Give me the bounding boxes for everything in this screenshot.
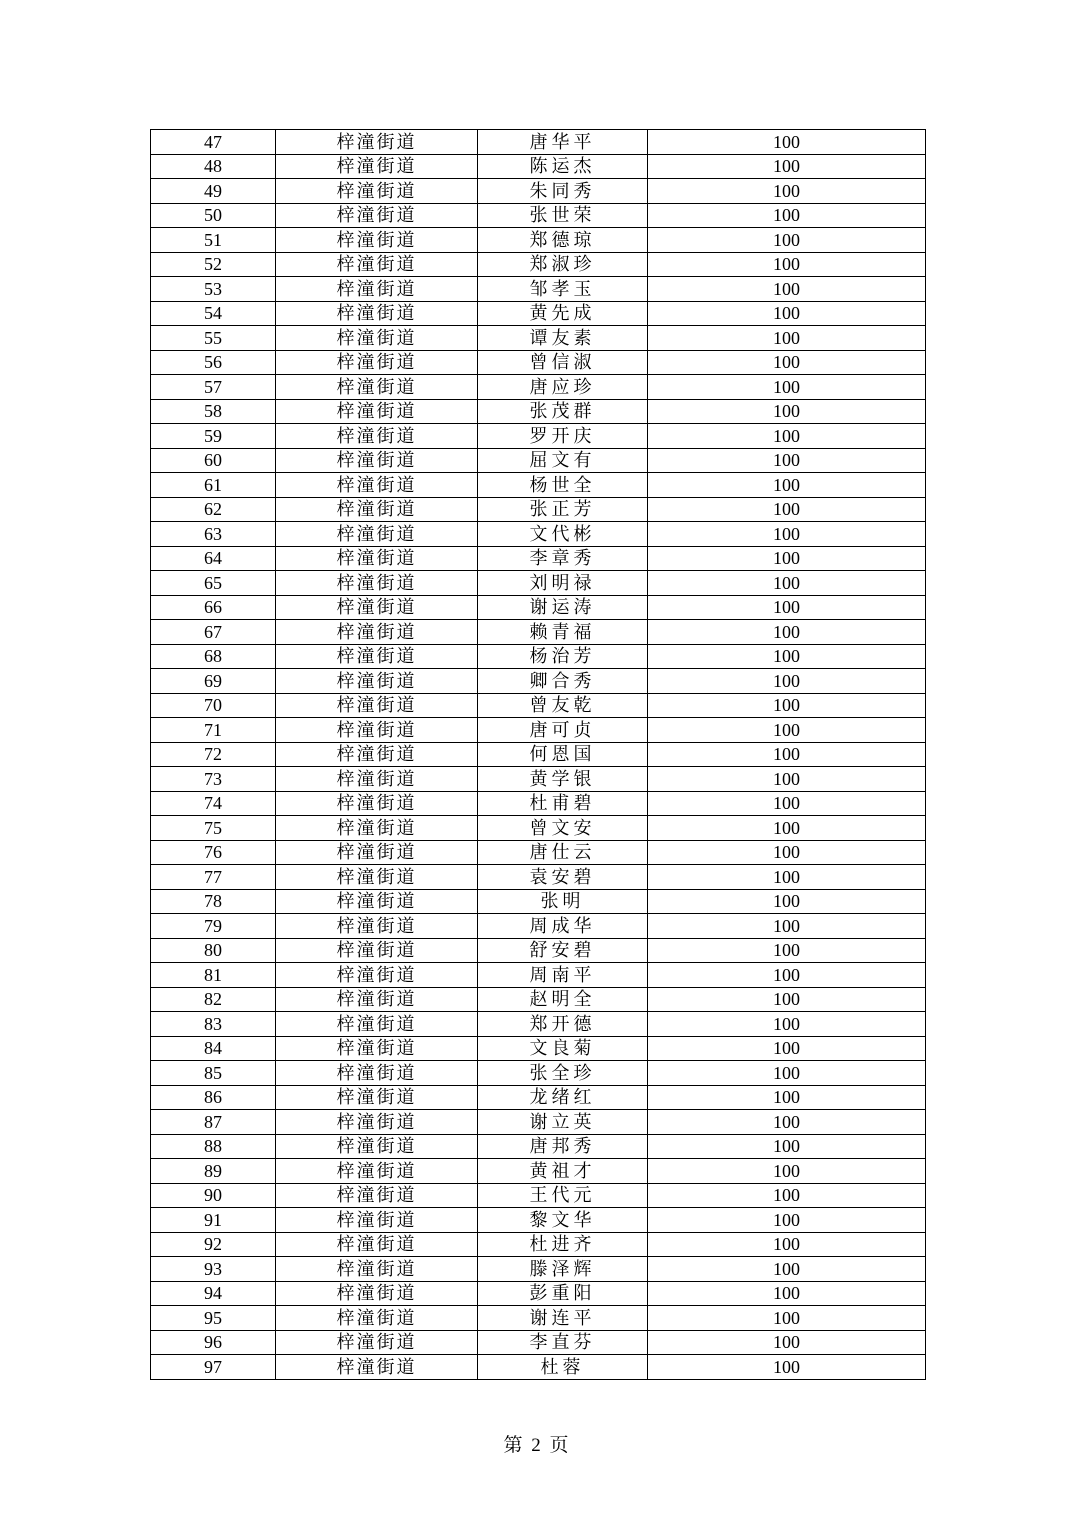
subdistrict-cell: 梓潼街道 — [276, 1012, 478, 1037]
subdistrict-cell: 梓潼街道 — [276, 987, 478, 1012]
subdistrict-cell: 梓潼街道 — [276, 595, 478, 620]
subdistrict-cell: 梓潼街道 — [276, 1036, 478, 1061]
subdistrict-cell: 梓潼街道 — [276, 424, 478, 449]
person-name-cell: 唐华平 — [478, 130, 648, 155]
amount-cell: 100 — [648, 669, 926, 694]
subdistrict-cell: 梓潼街道 — [276, 350, 478, 375]
subdistrict-cell: 梓潼街道 — [276, 1183, 478, 1208]
row-number-cell: 76 — [151, 840, 276, 865]
amount-cell: 100 — [648, 473, 926, 498]
row-number-cell: 63 — [151, 522, 276, 547]
row-number-cell: 69 — [151, 669, 276, 694]
amount-cell: 100 — [648, 546, 926, 571]
amount-cell: 100 — [648, 228, 926, 253]
subdistrict-cell: 梓潼街道 — [276, 865, 478, 890]
subdistrict-cell: 梓潼街道 — [276, 448, 478, 473]
row-number-cell: 49 — [151, 179, 276, 204]
subdistrict-cell: 梓潼街道 — [276, 203, 478, 228]
subdistrict-cell: 梓潼街道 — [276, 1134, 478, 1159]
subdistrict-cell: 梓潼街道 — [276, 938, 478, 963]
amount-cell: 100 — [648, 1208, 926, 1233]
amount-cell: 100 — [648, 987, 926, 1012]
table-row — [151, 1159, 926, 1184]
subdistrict-cell: 梓潼街道 — [276, 228, 478, 253]
row-number-cell: 50 — [151, 203, 276, 228]
table-row — [151, 546, 926, 571]
row-number-cell: 81 — [151, 963, 276, 988]
row-number-cell: 51 — [151, 228, 276, 253]
table-row — [151, 620, 926, 645]
person-name-cell: 罗开庆 — [478, 424, 648, 449]
table-row — [151, 595, 926, 620]
subdistrict-cell: 梓潼街道 — [276, 1085, 478, 1110]
table-row — [151, 1085, 926, 1110]
row-number-cell: 75 — [151, 816, 276, 841]
person-name-cell: 李直芬 — [478, 1330, 648, 1355]
row-number-cell: 71 — [151, 718, 276, 743]
person-name-cell: 谢立英 — [478, 1110, 648, 1135]
subdistrict-cell: 梓潼街道 — [276, 1232, 478, 1257]
table-row — [151, 448, 926, 473]
subdistrict-cell: 梓潼街道 — [276, 326, 478, 351]
amount-cell: 100 — [648, 497, 926, 522]
table-row — [151, 938, 926, 963]
person-name-cell: 杜蓉 — [478, 1355, 648, 1380]
table-row — [151, 399, 926, 424]
person-name-cell: 刘明禄 — [478, 571, 648, 596]
subdistrict-cell: 梓潼街道 — [276, 742, 478, 767]
person-name-cell: 张正芳 — [478, 497, 648, 522]
subdistrict-cell: 梓潼街道 — [276, 1306, 478, 1331]
table-row — [151, 669, 926, 694]
table-row — [151, 375, 926, 400]
table-row — [151, 791, 926, 816]
amount-cell: 100 — [648, 595, 926, 620]
person-name-cell: 龙绪红 — [478, 1085, 648, 1110]
row-number-cell: 94 — [151, 1281, 276, 1306]
amount-cell: 100 — [648, 1085, 926, 1110]
amount-cell: 100 — [648, 742, 926, 767]
subdistrict-cell: 梓潼街道 — [276, 718, 478, 743]
row-number-cell: 70 — [151, 693, 276, 718]
subdistrict-cell: 梓潼街道 — [276, 375, 478, 400]
amount-cell: 100 — [648, 179, 926, 204]
row-number-cell: 85 — [151, 1061, 276, 1086]
person-name-cell: 黎文华 — [478, 1208, 648, 1233]
person-name-cell: 滕泽辉 — [478, 1257, 648, 1282]
person-name-cell: 陈运杰 — [478, 154, 648, 179]
person-name-cell: 杨世全 — [478, 473, 648, 498]
table-row — [151, 693, 926, 718]
person-name-cell: 张明 — [478, 889, 648, 914]
table-row — [151, 914, 926, 939]
table-row — [151, 1208, 926, 1233]
person-name-cell: 文代彬 — [478, 522, 648, 547]
table-row — [151, 522, 926, 547]
row-number-cell: 93 — [151, 1257, 276, 1282]
row-number-cell: 55 — [151, 326, 276, 351]
subdistrict-cell: 梓潼街道 — [276, 1208, 478, 1233]
person-name-cell: 赵明全 — [478, 987, 648, 1012]
person-name-cell: 唐应珍 — [478, 375, 648, 400]
row-number-cell: 59 — [151, 424, 276, 449]
person-name-cell: 张世荣 — [478, 203, 648, 228]
page-number: 第 2 页 — [503, 1435, 571, 1456]
person-name-cell: 文良菊 — [478, 1036, 648, 1061]
row-number-cell: 66 — [151, 595, 276, 620]
amount-cell: 100 — [648, 938, 926, 963]
row-number-cell: 65 — [151, 571, 276, 596]
table-row — [151, 497, 926, 522]
subdistrict-cell: 梓潼街道 — [276, 644, 478, 669]
subdistrict-cell: 梓潼街道 — [276, 1330, 478, 1355]
person-name-cell: 朱同秀 — [478, 179, 648, 204]
table-row — [151, 1012, 926, 1037]
row-number-cell: 57 — [151, 375, 276, 400]
amount-cell: 100 — [648, 1061, 926, 1086]
row-number-cell: 64 — [151, 546, 276, 571]
subdistrict-cell: 梓潼街道 — [276, 399, 478, 424]
person-name-cell: 唐邦秀 — [478, 1134, 648, 1159]
subdistrict-cell: 梓潼街道 — [276, 252, 478, 277]
amount-cell: 100 — [648, 1306, 926, 1331]
row-number-cell: 74 — [151, 791, 276, 816]
person-name-cell: 谭友素 — [478, 326, 648, 351]
table-row — [151, 840, 926, 865]
row-number-cell: 77 — [151, 865, 276, 890]
table-row — [151, 1232, 926, 1257]
table-row — [151, 963, 926, 988]
amount-cell: 100 — [648, 718, 926, 743]
amount-cell: 100 — [648, 424, 926, 449]
subdistrict-cell: 梓潼街道 — [276, 816, 478, 841]
table-row — [151, 1036, 926, 1061]
subdistrict-cell: 梓潼街道 — [276, 840, 478, 865]
table-row — [151, 277, 926, 302]
table-row — [151, 1355, 926, 1380]
table-row — [151, 644, 926, 669]
table-row — [151, 473, 926, 498]
subdistrict-cell: 梓潼街道 — [276, 963, 478, 988]
row-number-cell: 67 — [151, 620, 276, 645]
person-name-cell: 曾文安 — [478, 816, 648, 841]
amount-cell: 100 — [648, 448, 926, 473]
row-number-cell: 88 — [151, 1134, 276, 1159]
subdistrict-cell: 梓潼街道 — [276, 301, 478, 326]
row-number-cell: 90 — [151, 1183, 276, 1208]
row-number-cell: 91 — [151, 1208, 276, 1233]
subdistrict-cell: 梓潼街道 — [276, 546, 478, 571]
amount-cell: 100 — [648, 1183, 926, 1208]
amount-cell: 100 — [648, 277, 926, 302]
table-row — [151, 1134, 926, 1159]
row-number-cell: 84 — [151, 1036, 276, 1061]
person-name-cell: 曾友乾 — [478, 693, 648, 718]
amount-cell: 100 — [648, 1134, 926, 1159]
table-row — [151, 1110, 926, 1135]
row-number-cell: 53 — [151, 277, 276, 302]
row-number-cell: 48 — [151, 154, 276, 179]
person-name-cell: 周成华 — [478, 914, 648, 939]
table-row — [151, 130, 926, 155]
amount-cell: 100 — [648, 1012, 926, 1037]
person-name-cell: 彭重阳 — [478, 1281, 648, 1306]
row-number-cell: 60 — [151, 448, 276, 473]
amount-cell: 100 — [648, 252, 926, 277]
person-name-cell: 王代元 — [478, 1183, 648, 1208]
person-name-cell: 邹孝玉 — [478, 277, 648, 302]
table-row — [151, 179, 926, 204]
amount-cell: 100 — [648, 963, 926, 988]
subdistrict-cell: 梓潼街道 — [276, 154, 478, 179]
subdistrict-cell: 梓潼街道 — [276, 1281, 478, 1306]
row-number-cell: 78 — [151, 889, 276, 914]
row-number-cell: 96 — [151, 1330, 276, 1355]
person-name-cell: 袁安碧 — [478, 865, 648, 890]
table-row — [151, 1183, 926, 1208]
row-number-cell: 80 — [151, 938, 276, 963]
amount-cell: 100 — [648, 644, 926, 669]
person-name-cell: 黄祖才 — [478, 1159, 648, 1184]
subdistrict-cell: 梓潼街道 — [276, 179, 478, 204]
table-row — [151, 252, 926, 277]
subdistrict-cell: 梓潼街道 — [276, 1110, 478, 1135]
table-row — [151, 424, 926, 449]
table-row — [151, 350, 926, 375]
person-name-cell: 郑德琼 — [478, 228, 648, 253]
table-row — [151, 326, 926, 351]
subdistrict-cell: 梓潼街道 — [276, 1159, 478, 1184]
table-row — [151, 228, 926, 253]
subdistrict-cell: 梓潼街道 — [276, 791, 478, 816]
table-row — [151, 767, 926, 792]
amount-cell: 100 — [648, 791, 926, 816]
person-name-cell: 杜进齐 — [478, 1232, 648, 1257]
subdistrict-cell: 梓潼街道 — [276, 497, 478, 522]
subdistrict-cell: 梓潼街道 — [276, 914, 478, 939]
amount-cell: 100 — [648, 571, 926, 596]
row-number-cell: 62 — [151, 497, 276, 522]
table-row — [151, 1330, 926, 1355]
row-number-cell: 61 — [151, 473, 276, 498]
person-name-cell: 杨治芳 — [478, 644, 648, 669]
amount-cell: 100 — [648, 326, 926, 351]
person-name-cell: 卿合秀 — [478, 669, 648, 694]
row-number-cell: 68 — [151, 644, 276, 669]
table-row — [151, 1257, 926, 1282]
amount-cell: 100 — [648, 301, 926, 326]
person-name-cell: 黄先成 — [478, 301, 648, 326]
subdistrict-cell: 梓潼街道 — [276, 1355, 478, 1380]
amount-cell: 100 — [648, 840, 926, 865]
row-number-cell: 72 — [151, 742, 276, 767]
amount-cell: 100 — [648, 693, 926, 718]
person-name-cell: 张茂群 — [478, 399, 648, 424]
amount-cell: 100 — [648, 1232, 926, 1257]
table-row — [151, 987, 926, 1012]
table-row — [151, 301, 926, 326]
row-number-cell: 86 — [151, 1085, 276, 1110]
person-name-cell: 唐仕云 — [478, 840, 648, 865]
table-row — [151, 889, 926, 914]
row-number-cell: 79 — [151, 914, 276, 939]
subdistrict-cell: 梓潼街道 — [276, 473, 478, 498]
amount-cell: 100 — [648, 620, 926, 645]
subdistrict-cell: 梓潼街道 — [276, 1257, 478, 1282]
amount-cell: 100 — [648, 1355, 926, 1380]
amount-cell: 100 — [648, 816, 926, 841]
table-row — [151, 154, 926, 179]
amount-cell: 100 — [648, 399, 926, 424]
row-number-cell: 87 — [151, 1110, 276, 1135]
amount-cell: 100 — [648, 1159, 926, 1184]
amount-cell: 100 — [648, 914, 926, 939]
person-name-cell: 杜甫碧 — [478, 791, 648, 816]
table-row — [151, 865, 926, 890]
row-number-cell: 83 — [151, 1012, 276, 1037]
row-number-cell: 95 — [151, 1306, 276, 1331]
person-name-cell: 郑淑珍 — [478, 252, 648, 277]
table-row — [151, 1306, 926, 1331]
row-number-cell: 82 — [151, 987, 276, 1012]
amount-cell: 100 — [648, 767, 926, 792]
subdistrict-cell: 梓潼街道 — [276, 277, 478, 302]
subdistrict-cell: 梓潼街道 — [276, 889, 478, 914]
amount-cell: 100 — [648, 350, 926, 375]
roster-table — [150, 129, 926, 1380]
subdistrict-cell: 梓潼街道 — [276, 522, 478, 547]
subdistrict-cell: 梓潼街道 — [276, 767, 478, 792]
subdistrict-cell: 梓潼街道 — [276, 571, 478, 596]
amount-cell: 100 — [648, 1036, 926, 1061]
amount-cell: 100 — [648, 889, 926, 914]
amount-cell: 100 — [648, 130, 926, 155]
subdistrict-cell: 梓潼街道 — [276, 130, 478, 155]
person-name-cell: 曾信淑 — [478, 350, 648, 375]
table-row — [151, 203, 926, 228]
row-number-cell: 89 — [151, 1159, 276, 1184]
row-number-cell: 92 — [151, 1232, 276, 1257]
amount-cell: 100 — [648, 1110, 926, 1135]
person-name-cell: 唐可贞 — [478, 718, 648, 743]
person-name-cell: 谢连平 — [478, 1306, 648, 1331]
subdistrict-cell: 梓潼街道 — [276, 669, 478, 694]
amount-cell: 100 — [648, 865, 926, 890]
subdistrict-cell: 梓潼街道 — [276, 1061, 478, 1086]
person-name-cell: 舒安碧 — [478, 938, 648, 963]
row-number-cell: 54 — [151, 301, 276, 326]
row-number-cell: 73 — [151, 767, 276, 792]
table-row — [151, 742, 926, 767]
row-number-cell: 47 — [151, 130, 276, 155]
table-row — [151, 1061, 926, 1086]
subdistrict-cell: 梓潼街道 — [276, 693, 478, 718]
amount-cell: 100 — [648, 1330, 926, 1355]
row-number-cell: 56 — [151, 350, 276, 375]
row-number-cell: 58 — [151, 399, 276, 424]
amount-cell: 100 — [648, 154, 926, 179]
row-number-cell: 52 — [151, 252, 276, 277]
person-name-cell: 李章秀 — [478, 546, 648, 571]
person-name-cell: 郑开德 — [478, 1012, 648, 1037]
person-name-cell: 张全珍 — [478, 1061, 648, 1086]
table-row — [151, 816, 926, 841]
row-number-cell: 97 — [151, 1355, 276, 1380]
person-name-cell: 黄学银 — [478, 767, 648, 792]
person-name-cell: 屈文有 — [478, 448, 648, 473]
amount-cell: 100 — [648, 1257, 926, 1282]
person-name-cell: 何恩国 — [478, 742, 648, 767]
amount-cell: 100 — [648, 375, 926, 400]
person-name-cell: 赖青福 — [478, 620, 648, 645]
table-row — [151, 1281, 926, 1306]
person-name-cell: 谢运涛 — [478, 595, 648, 620]
subdistrict-cell: 梓潼街道 — [276, 620, 478, 645]
roster-table-body — [151, 130, 926, 1380]
table-row — [151, 571, 926, 596]
amount-cell: 100 — [648, 522, 926, 547]
amount-cell: 100 — [648, 1281, 926, 1306]
person-name-cell: 周南平 — [478, 963, 648, 988]
table-row — [151, 718, 926, 743]
amount-cell: 100 — [648, 203, 926, 228]
